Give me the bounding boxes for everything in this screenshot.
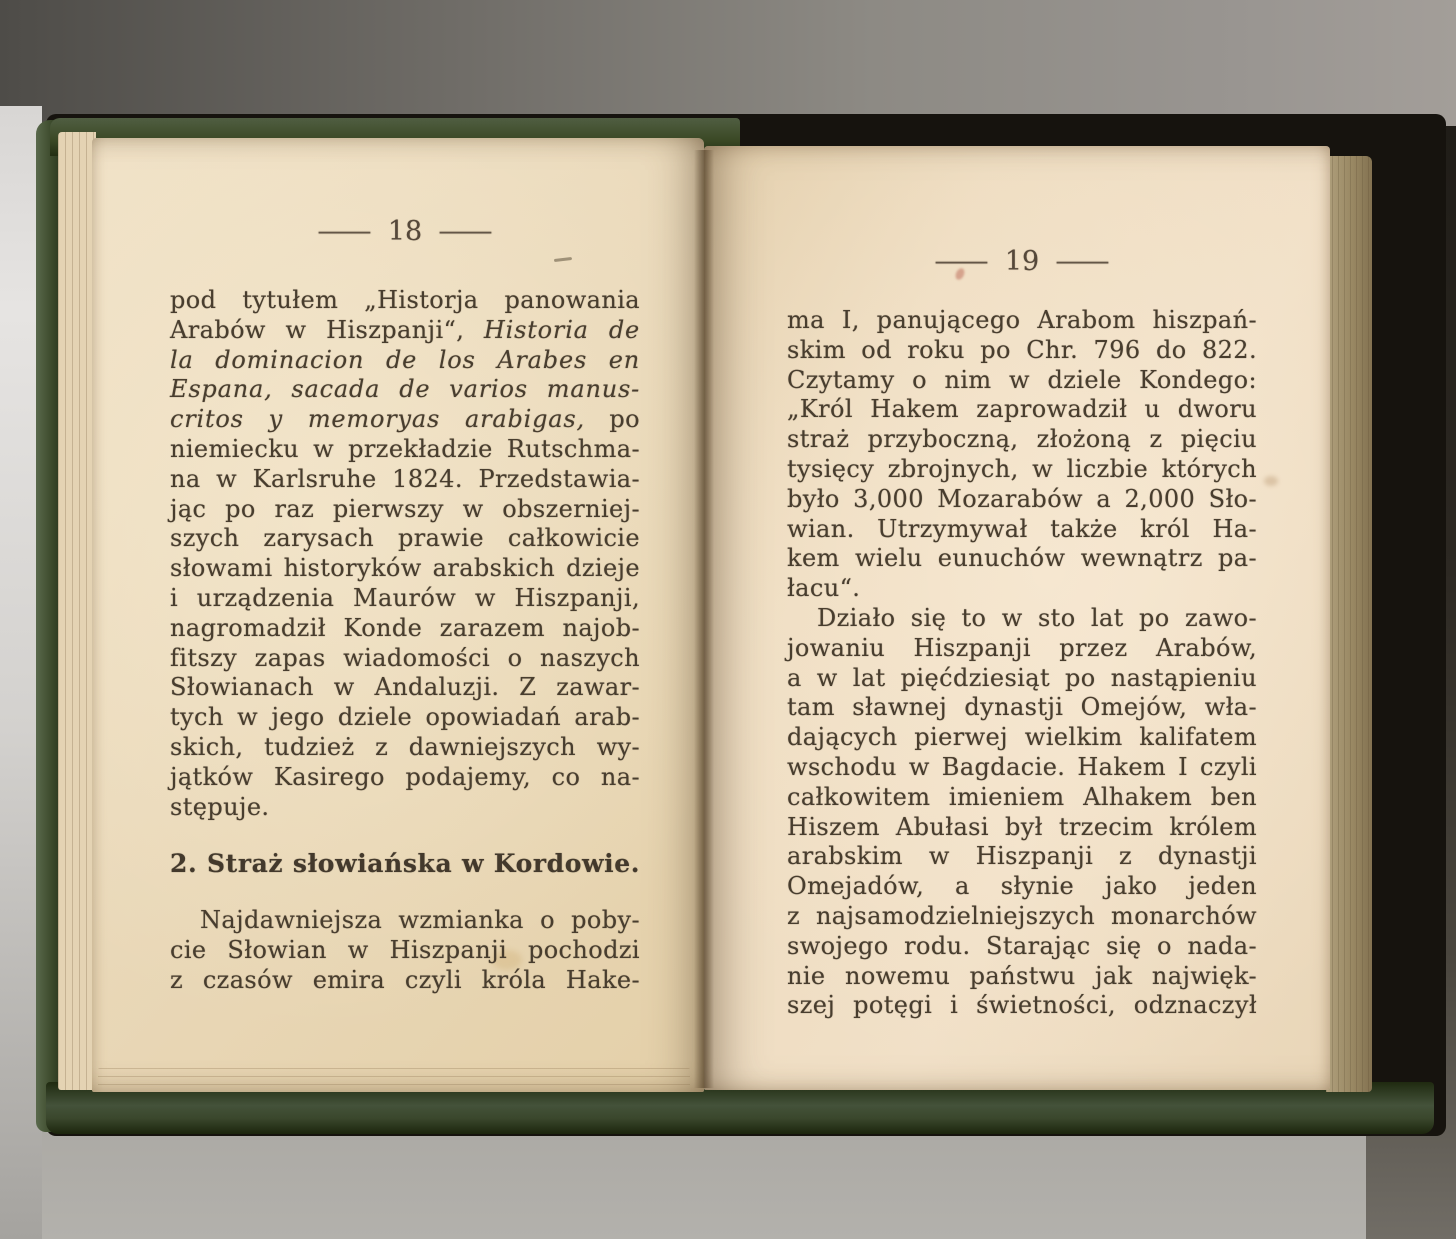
text-segment: było 3,000 Mozarabów a 2,000 Sło- xyxy=(787,484,1257,513)
text-line xyxy=(787,574,1257,604)
italic-text-segment: la dominacion de los Arabes en xyxy=(170,345,640,374)
text-line xyxy=(787,723,1257,753)
text-segment: „Król Hakem zaprowadził u dworu xyxy=(787,395,1257,424)
text-segment: stępuje. xyxy=(170,792,270,821)
text-segment: z czasów emira czyli króla Hake- xyxy=(170,965,640,994)
text-segment: tysięcy zbrojnych, w liczbie których xyxy=(787,454,1257,483)
text-segment: Słowianach w Andaluzji. Z zawar- xyxy=(170,673,640,702)
paragraph xyxy=(170,286,640,822)
text-segment: kem wielu eunuchów wewnątrz pa- xyxy=(787,544,1257,573)
text-segment: straż przyboczną, złożoną z pięciu xyxy=(787,425,1257,454)
text-segment: skim od roku po Chr. 796 do 822. xyxy=(787,335,1257,364)
header-dash: — xyxy=(437,216,495,247)
paragraph xyxy=(787,604,1257,1021)
text-line xyxy=(170,346,640,376)
text-line xyxy=(170,554,640,584)
text-segment: Arabów w Hiszpanji“, xyxy=(170,315,484,344)
paragraph xyxy=(787,306,1257,604)
text-line xyxy=(787,515,1257,545)
text-line xyxy=(787,872,1257,902)
text-segment: wschodu w Bagdacie. Hakem I czyli xyxy=(787,752,1257,781)
text-segment: arabskim w Hiszpanji z dynastji xyxy=(787,842,1257,871)
italic-text-segment: Espana, sacada de varios manus- xyxy=(170,375,640,404)
text-line xyxy=(787,783,1257,813)
text-line xyxy=(787,485,1257,515)
text-line xyxy=(170,524,640,554)
text-line xyxy=(170,375,640,405)
text-line xyxy=(170,936,640,966)
paragraph xyxy=(170,906,640,995)
text-segment: pod tytułem „Historja panowania xyxy=(170,286,640,314)
paper-stain xyxy=(1264,476,1278,486)
ink-smudge-dash xyxy=(554,257,572,262)
text-segment: dających pierwej wielkim kalifatem xyxy=(787,723,1257,752)
text-segment: Najdawniejsza wzmianka o poby- xyxy=(200,906,640,935)
text-line xyxy=(787,366,1257,396)
text-segment: Działo się to w sto lat po zawo- xyxy=(817,603,1257,632)
scanner-bed-top xyxy=(0,0,1456,132)
text-line xyxy=(170,793,640,823)
text-line xyxy=(787,336,1257,366)
text-segment: nagromadził Konde zarazem najob- xyxy=(170,613,640,642)
text-segment: jąc po raz pierwszy w obszerniej- xyxy=(170,494,640,523)
section-heading xyxy=(170,848,640,879)
text-line xyxy=(787,813,1257,843)
text-segment: Omejadów, a słynie jako jeden xyxy=(787,872,1257,901)
text-segment: jątków Kasirego podajemy, co na- xyxy=(170,762,640,791)
text-line xyxy=(787,753,1257,783)
text-segment: na w Karlsruhe 1824. Przedstawia- xyxy=(170,464,640,493)
text-line xyxy=(170,763,640,793)
text-line xyxy=(787,902,1257,932)
text-segment: szych zarysach prawie całkowicie xyxy=(170,524,640,553)
text-segment: wian. Utrzymywał także król Ha- xyxy=(787,514,1257,543)
text-segment: z najsamodzielniejszych monarchów xyxy=(787,901,1257,930)
text-line xyxy=(787,693,1257,723)
left-page xyxy=(92,138,704,1092)
text-line xyxy=(170,584,640,614)
text-segment: niemiecku w przekładzie Rutschma- xyxy=(170,434,640,463)
text-line xyxy=(170,644,640,674)
text-line xyxy=(787,604,1257,634)
text-segment: nie nowemu państwu jak najwięk- xyxy=(787,961,1257,990)
text-line xyxy=(170,495,640,525)
text-segment: skich, tudzież z dawniejszych wy- xyxy=(170,732,640,761)
text-line xyxy=(170,966,640,996)
text-segment: cie Słowian w Hiszpanji pochodzi xyxy=(170,936,640,965)
text-line xyxy=(787,932,1257,962)
text-line xyxy=(787,634,1257,664)
text-line xyxy=(787,664,1257,694)
text-line xyxy=(787,842,1257,872)
text-line xyxy=(170,405,640,435)
section-heading-text: Straż słowiańska w Kordowie. xyxy=(207,849,641,879)
text-segment: swojego rodu. Starając się o nada- xyxy=(787,931,1257,960)
page-number: 19 xyxy=(1004,246,1040,277)
text-line xyxy=(170,733,640,763)
text-line xyxy=(170,673,640,703)
text-line xyxy=(170,286,640,316)
text-segment: jowaniu Hiszpanji przez Arabów, xyxy=(787,633,1257,662)
text-line xyxy=(787,425,1257,455)
page-header xyxy=(787,246,1257,277)
text-line xyxy=(787,544,1257,574)
text-segment: po xyxy=(584,405,640,434)
page-header xyxy=(170,216,640,247)
text-segment: łacu“. xyxy=(787,574,861,603)
section-heading-number: 2. xyxy=(170,849,198,879)
italic-text-segment: Historia de xyxy=(483,315,641,344)
text-segment: tych w jego dziele opowiadań arab- xyxy=(170,703,640,732)
text-segment: Czytamy o nim w dziele Kondego: xyxy=(787,365,1257,394)
text-line xyxy=(787,306,1257,336)
text-segment: tam sławnej dynastji Omejów, wła- xyxy=(787,693,1257,722)
text-line xyxy=(170,614,640,644)
italic-text-segment: critos y memoryas arabigas, xyxy=(170,405,585,434)
header-dash: — xyxy=(1054,246,1112,277)
text-line xyxy=(787,455,1257,485)
right-page-edge-stack xyxy=(1326,156,1372,1092)
text-line xyxy=(170,465,640,495)
left-page-text-column xyxy=(170,286,640,996)
right-page xyxy=(704,146,1330,1090)
text-line xyxy=(170,703,640,733)
text-segment: a w lat pięćdziesiąt po nastąpieniu xyxy=(787,663,1257,692)
right-page-text-column xyxy=(787,306,1257,1021)
text-line xyxy=(787,991,1257,1021)
text-line xyxy=(170,435,640,465)
text-line xyxy=(170,316,640,346)
text-segment: Hiszem Abułasi był trzecim królem xyxy=(787,812,1257,841)
header-dash: — xyxy=(932,246,990,277)
text-segment: ma I, panującego Arabom hiszpań- xyxy=(787,306,1257,334)
text-segment: fitszy zapas wiadomości o naszych xyxy=(170,643,640,672)
text-line xyxy=(787,395,1257,425)
text-segment: szej potęgi i świetności, odznaczył xyxy=(787,991,1257,1020)
text-line xyxy=(787,962,1257,992)
header-dash: — xyxy=(315,216,373,247)
text-segment: i urządzenia Maurów w Hiszpanji, xyxy=(170,583,640,612)
page-number: 18 xyxy=(387,216,423,247)
left-page-edge-stack xyxy=(58,132,96,1090)
book-gutter-shadow xyxy=(694,150,714,1088)
text-segment: słowami historyków arabskich dzieje xyxy=(170,554,640,583)
text-segment: całkowitem imieniem Alhakem ben xyxy=(787,782,1257,811)
text-line xyxy=(170,906,640,936)
